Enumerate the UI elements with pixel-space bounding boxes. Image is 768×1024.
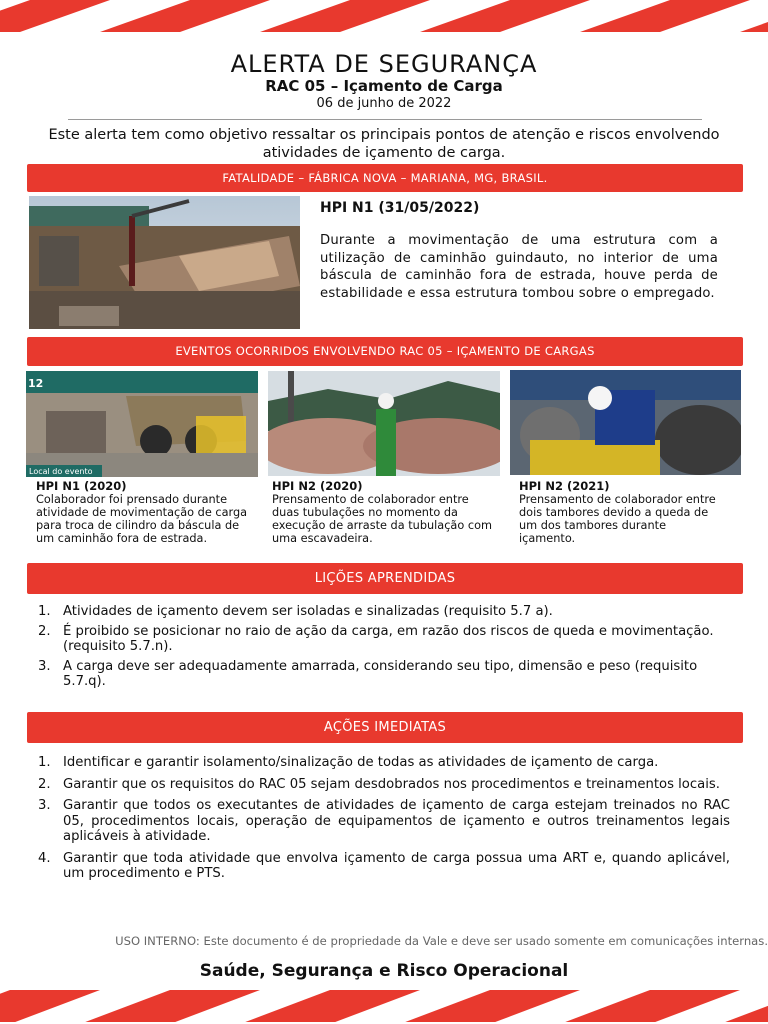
- page-title: ALERTA DE SEGURANÇA: [230, 50, 538, 78]
- list-item: 2. É proibido se posicionar no raio de ação da carga, em razão dos riscos de queda e movimentação. (requisito 5.7.n).: [38, 623, 714, 654]
- fatality-description: Durante a movimentação de uma estrutura com a utilização de caminhão guindauto, no interior de uma báscula de caminhão fora de estrada, houve perda de estabilidade e essa estrutura tombou sobre o empregado.: [320, 233, 718, 301]
- event-text-3: Prensamento de colaborador entre dois tambores devido a queda de um dos tambores durante içamento.: [519, 493, 716, 545]
- event-photo-1: [26, 371, 258, 477]
- event-photo-label: Local do evento: [29, 467, 93, 476]
- event-text-2: Prensamento de colaborador entre duas tubulações no momento da execução de arraste da tubulação com uma escavadeira.: [272, 493, 492, 545]
- header-divider: [68, 119, 702, 120]
- events-banner: EVENTOS OCORRIDOS ENVOLVENDO RAC 05 – IÇAMENTO DE CARGAS: [27, 337, 743, 366]
- lessons-list: [38, 604, 728, 694]
- intro-text: Este alerta tem como objetivo ressaltar os principais pontos de atenção e riscos envolvendo atividades de içamento de carga.: [48, 127, 720, 161]
- footer-brand: Saúde, Segurança e Risco Operacional: [199, 961, 569, 981]
- event-title-1: HPI N1 (2020): [36, 479, 127, 493]
- lessons-banner: LIÇÕES APRENDIDAS: [27, 563, 743, 594]
- list-item: 3. Garantir que todos os executantes de atividades de içamento de carga estejam treinados no RAC 05, procedimentos locais, operação de equipamentos de içamento e outros treinamentos legais aplicáveis à atividade.: [38, 798, 730, 844]
- event-caption-3: [519, 480, 719, 545]
- event-caption-1: [36, 480, 258, 545]
- event-title-2: HPI N2 (2020): [272, 479, 363, 493]
- event-text-1: Colaborador foi prensado durante atividade de movimentação de carga para troca de cilindro da báscula de um caminhão fora de estrada.: [36, 493, 248, 545]
- list-item: 2. Garantir que os requisitos do RAC 05 sejam desdobrados nos procedimentos e treinamentos locais.: [38, 776, 720, 792]
- fatality-photo: [29, 196, 300, 329]
- internal-use-note: USO INTERNO: Este documento é de propriedade da Vale e deve ser usado somente em comunicações internas.: [115, 934, 768, 948]
- fatality-banner: FATALIDADE – FÁBRICA NOVA – MARIANA, MG, BRASIL.: [27, 164, 743, 192]
- actions-banner: AÇÕES IMEDIATAS: [27, 712, 743, 743]
- event-photo-number: 12: [28, 377, 44, 390]
- fatality-title: HPI N1 (31/05/2022): [320, 200, 480, 216]
- event-photo-3: [510, 370, 741, 475]
- list-item: 1. Identificar e garantir isolamento/sinalização de todas as atividades de içamento de carga.: [38, 755, 659, 770]
- event-title-3: HPI N2 (2021): [519, 479, 610, 493]
- list-item: 4. Garantir que toda atividade que envolva içamento de carga possua uma ART e, quando aplicável, um procedimento e PTS.: [38, 850, 730, 881]
- list-item: 3. A carga deve ser adequadamente amarrada, considerando seu tipo, dimensão e peso (requisito 5.7.q).: [38, 658, 698, 689]
- top-hazard-stripes: [0, 0, 768, 32]
- bottom-hazard-stripes: [0, 990, 768, 1022]
- list-item: 1. Atividades de içamento devem ser isoladas e sinalizadas (requisito 5.7 a).: [38, 604, 553, 619]
- event-caption-2: [272, 480, 492, 545]
- page-subtitle: RAC 05 – Içamento de Carga: [265, 77, 503, 95]
- event-photo-2: [268, 371, 500, 476]
- page-date: 06 de junho de 2022: [316, 96, 452, 111]
- actions-list: [38, 755, 730, 888]
